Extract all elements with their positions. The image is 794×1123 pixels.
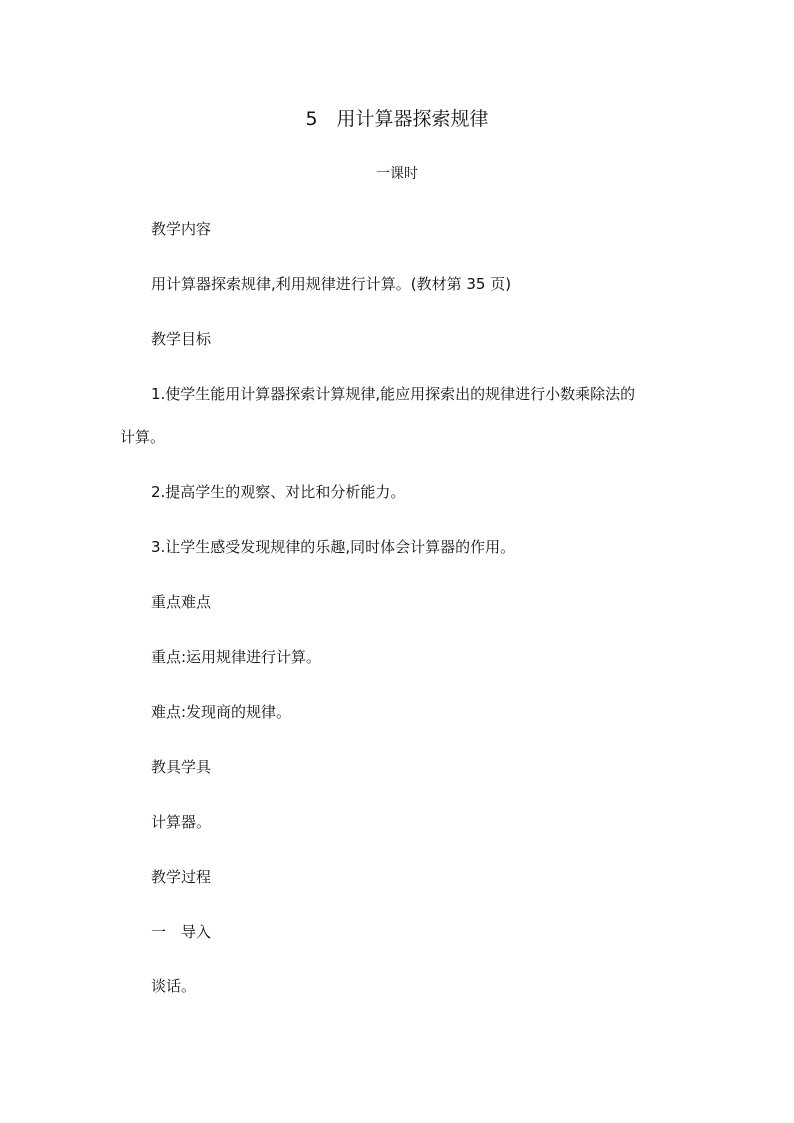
heading-teaching-process: 教学过程 bbox=[151, 868, 212, 886]
section-introduction: 一 导入 bbox=[151, 923, 212, 941]
teaching-aids: 计算器。 bbox=[151, 813, 212, 831]
goal-2: 2.提高学生的观察、对比和分析能力。 bbox=[151, 483, 406, 501]
goal-3: 3.让学生感受发现规律的乐趣,同时体会计算器的作用。 bbox=[151, 538, 516, 556]
key-point: 重点:运用规律进行计算。 bbox=[151, 648, 322, 666]
goal-1-line-2: 计算。 bbox=[120, 428, 166, 446]
heading-teaching-aids: 教具学具 bbox=[151, 758, 212, 776]
document-subtitle: 一课时 bbox=[376, 166, 418, 182]
paragraph-talk: 谈话。 bbox=[151, 977, 197, 995]
heading-teaching-content: 教学内容 bbox=[151, 220, 212, 238]
paragraph-content: 用计算器探索规律,利用规律进行计算。(教材第 35 页) bbox=[151, 275, 512, 293]
goal-1-line-1: 1.使学生能用计算器探索计算规律,能应用探索出的规律进行小数乘除法的 bbox=[151, 385, 636, 403]
heading-key-points: 重点难点 bbox=[151, 593, 212, 611]
document-title: 5 用计算器探索规律 bbox=[305, 108, 489, 130]
heading-teaching-goals: 教学目标 bbox=[151, 330, 212, 348]
difficult-point: 难点:发现商的规律。 bbox=[151, 703, 292, 721]
